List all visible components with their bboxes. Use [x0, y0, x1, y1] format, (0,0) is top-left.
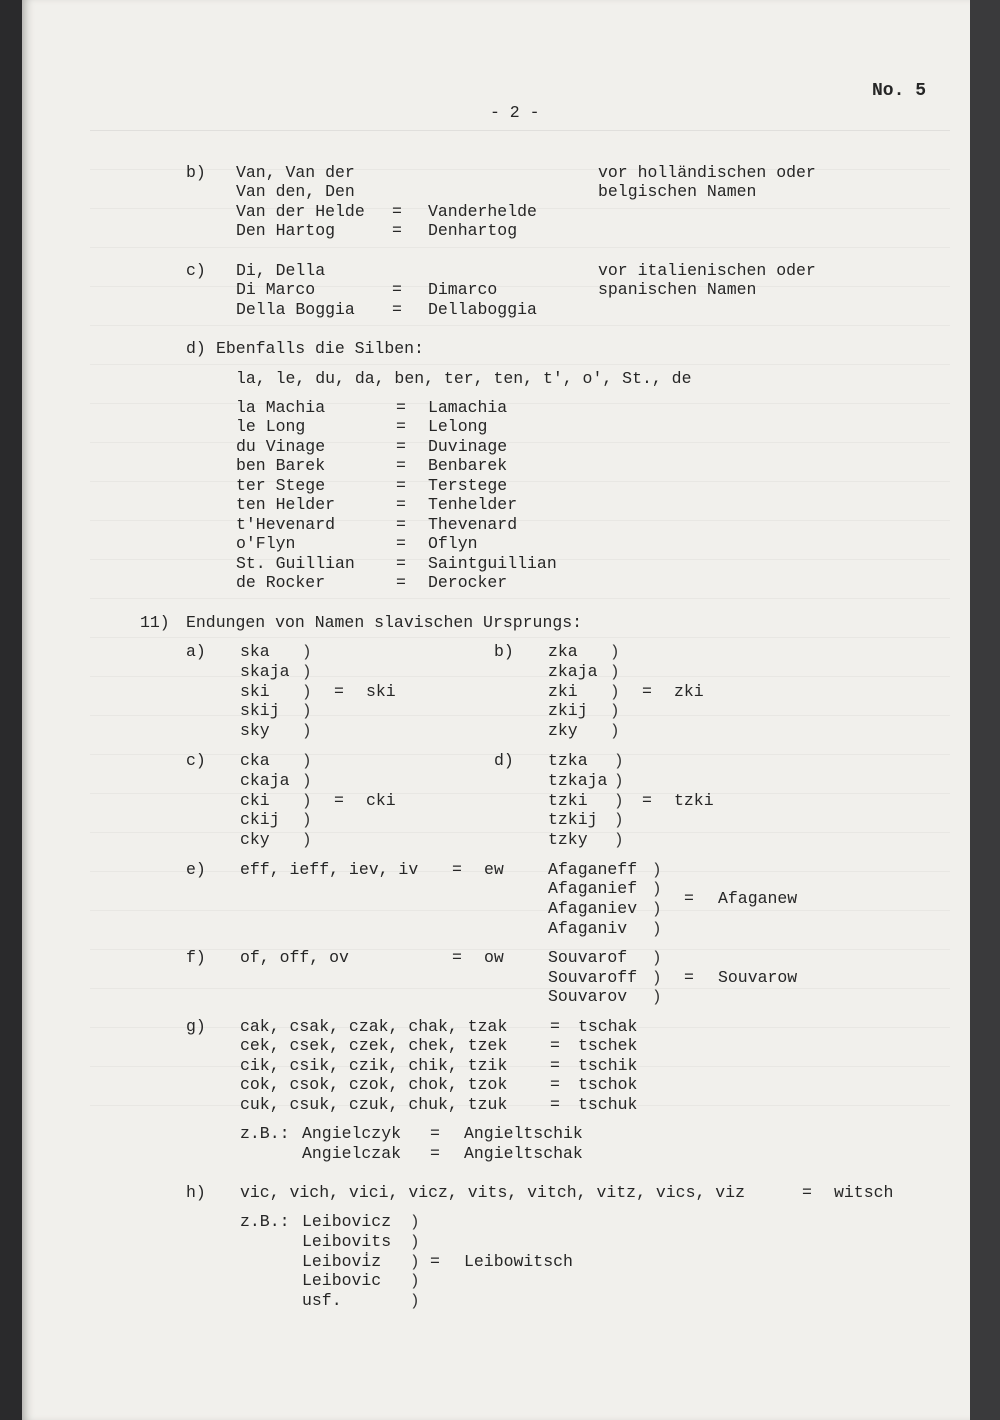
c-name: Della Boggia — [236, 300, 355, 319]
g-result: tschak — [578, 1017, 638, 1036]
b-result: Vanderhelde — [428, 202, 537, 221]
paren: ) — [610, 643, 620, 661]
d-result: Benbarek — [428, 456, 508, 475]
equals-sign: = — [684, 968, 694, 987]
c-note: spanischen Namen — [598, 280, 757, 299]
paren: ) — [302, 752, 312, 770]
slav-d-label: d) — [494, 751, 514, 770]
paren: ) — [410, 1292, 420, 1310]
paren: ) — [302, 811, 312, 829]
slav-d-item: tzkaja — [548, 771, 608, 790]
slav-b-item: zky — [548, 721, 578, 740]
e-example: Afaganiev — [548, 899, 638, 918]
g-endings: cek, csek, czek, chek, tzek — [240, 1036, 508, 1055]
f-endings: of, off, ov — [240, 948, 349, 967]
section-11-title: Endungen von Namen slavischen Ursprungs: — [186, 613, 583, 632]
equals-sign: = — [396, 476, 406, 495]
paren: ) — [652, 949, 662, 967]
slav-c-item: cky — [240, 830, 270, 849]
c-note: vor italienischen oder — [598, 261, 816, 280]
g-example: Angielczak — [302, 1144, 402, 1163]
paren: ) — [610, 663, 620, 681]
d-syllables: la, le, du, da, ben, ter, ten, t', o', St., de — [236, 369, 692, 388]
d-name: le Long — [236, 417, 306, 436]
slav-c-item: cka — [240, 751, 270, 770]
slav-d-item: tzky — [548, 830, 588, 849]
g-result: tschok — [578, 1075, 638, 1094]
equals-sign: = — [550, 1017, 560, 1036]
slav-a-item: ski — [240, 682, 270, 701]
paren: ) — [652, 920, 662, 938]
g-example: Angielczyk — [302, 1124, 402, 1143]
equals-sign: = — [392, 221, 402, 240]
equals-sign: = — [550, 1036, 560, 1055]
slav-c-item: ckij — [240, 810, 280, 829]
e-endings: eff, ieff, iev, iv — [240, 860, 419, 879]
paren: ) — [652, 861, 662, 879]
b-name: Den Hartog — [236, 221, 336, 240]
equals-sign: = — [392, 202, 402, 221]
equals-sign: = — [684, 889, 694, 908]
slav-d-item: tzka — [548, 751, 588, 770]
paren: ) — [410, 1233, 420, 1251]
b-name: Van den, Den — [236, 182, 355, 201]
slav-a-item: skij — [240, 701, 280, 720]
f-example: Souvarof — [548, 948, 628, 967]
c-name: Di Marco — [236, 280, 316, 299]
slav-c-result: cki — [366, 791, 396, 810]
slav-a-result: ski — [366, 682, 396, 701]
equals-sign: = — [430, 1144, 440, 1163]
d-result: Tenhelder — [428, 495, 518, 514]
paren: ) — [652, 988, 662, 1006]
slav-d-item: tzkij — [548, 810, 598, 829]
b-note: belgischen Namen — [598, 182, 757, 201]
paren: ) — [302, 702, 312, 720]
equals-sign: = — [396, 534, 406, 553]
paren: ) — [302, 831, 312, 849]
h-example: Leibovic — [302, 1271, 382, 1290]
d-name: la Machia — [236, 398, 326, 417]
d-name: du Vinage — [236, 437, 326, 456]
e-result: Afaganew — [718, 889, 798, 908]
d-name: St. Guillian — [236, 554, 355, 573]
paren: ) — [652, 900, 662, 918]
equals-sign: = — [334, 682, 344, 701]
e-replacement: ew — [484, 860, 504, 879]
d-name: t'Hevenard — [236, 515, 336, 534]
e-example: Afaganief — [548, 879, 638, 898]
f-result: Souvarow — [718, 968, 798, 987]
h-example: Leibovicz — [302, 1212, 392, 1231]
g-result: tschek — [578, 1036, 638, 1055]
h-result: Leibowitsch — [464, 1252, 573, 1271]
section-h-label: h) — [186, 1183, 206, 1202]
g-endings: cik, csik, czik, chik, tzik — [240, 1056, 508, 1075]
paren: ) — [614, 752, 624, 770]
section-f-label: f) — [186, 948, 206, 967]
h-example: Leibovits — [302, 1232, 392, 1251]
page-edge — [970, 0, 1000, 1420]
h-example: usf. — [302, 1291, 342, 1310]
d-name: ter Stege — [236, 476, 326, 495]
slav-b-item: zki — [548, 682, 578, 701]
d-name: de Rocker — [236, 573, 326, 592]
d-result: Saintguillian — [428, 554, 557, 573]
slav-a-label: a) — [186, 642, 206, 661]
g-result: tschuk — [578, 1095, 638, 1114]
d-result: Terstege — [428, 476, 508, 495]
paren: ) — [614, 772, 624, 790]
slav-c-label: c) — [186, 751, 206, 770]
equals-sign: = — [392, 280, 402, 299]
document-number: No. 5 — [872, 81, 927, 101]
d-result: Thevenard — [428, 515, 518, 534]
equals-sign: = — [396, 398, 406, 417]
section-b-label: b) — [186, 163, 206, 182]
d-intro: Ebenfalls die Silben: — [216, 339, 424, 358]
equals-sign: = — [550, 1095, 560, 1114]
equals-sign: = — [550, 1056, 560, 1075]
equals-sign: = — [802, 1183, 812, 1202]
equals-sign: = — [430, 1124, 440, 1143]
slav-b-item: zkaja — [548, 662, 598, 681]
slav-a-item: skaja — [240, 662, 290, 681]
equals-sign: = — [396, 554, 406, 573]
b-note: vor holländischen oder — [598, 163, 816, 182]
page-number: - 2 - — [490, 103, 540, 122]
slav-b-item: zkij — [548, 701, 588, 720]
equals-sign: = — [334, 791, 344, 810]
slav-c-item: ckaja — [240, 771, 290, 790]
d-result: Lamachia — [428, 398, 508, 417]
h-example: Leibovi̇z — [302, 1252, 382, 1271]
slav-d-item: tzki — [548, 791, 588, 810]
equals-sign: = — [642, 682, 652, 701]
h-example-prefix: z.B.: — [240, 1212, 290, 1231]
slav-a-item: ska — [240, 642, 270, 661]
d-result: Oflyn — [428, 534, 478, 553]
slav-a-item: sky — [240, 721, 270, 740]
section-d-label: d) — [186, 339, 206, 358]
paren: ) — [410, 1253, 420, 1271]
d-result: Lelong — [428, 417, 488, 436]
equals-sign: = — [452, 948, 462, 967]
slav-c-item: cki — [240, 791, 270, 810]
b-result: Denhartog — [428, 221, 518, 240]
g-example-result: Angieltschik — [464, 1124, 583, 1143]
g-endings: cak, csak, czak, chak, tzak — [240, 1017, 508, 1036]
d-name: ben Barek — [236, 456, 326, 475]
g-endings: cuk, csuk, czuk, chuk, tzuk — [240, 1095, 508, 1114]
paren: ) — [302, 683, 312, 701]
f-replacement: ow — [484, 948, 504, 967]
equals-sign: = — [452, 860, 462, 879]
d-result: Derocker — [428, 573, 508, 592]
g-endings: cok, csok, czok, chok, tzok — [240, 1075, 508, 1094]
section-11-number: 11) — [140, 613, 170, 632]
section-g-label: g) — [186, 1017, 206, 1036]
paren: ) — [302, 772, 312, 790]
paren: ) — [302, 663, 312, 681]
paren: ) — [302, 722, 312, 740]
paren: ) — [302, 643, 312, 661]
section-c-label: c) — [186, 261, 206, 280]
c-result: Dimarco — [428, 280, 498, 299]
equals-sign: = — [396, 573, 406, 592]
paren: ) — [652, 880, 662, 898]
g-result: tschik — [578, 1056, 638, 1075]
paren: ) — [410, 1272, 420, 1290]
paren: ) — [610, 683, 620, 701]
f-example: Souvarov — [548, 987, 628, 1006]
h-endings: vic, vich, vici, vicz, vits, vitch, vitz, vics, viz — [240, 1183, 745, 1202]
slav-b-label: b) — [494, 642, 514, 661]
slav-b-result: zki — [674, 682, 704, 701]
c-result: Dellaboggia — [428, 300, 537, 319]
paren: ) — [652, 969, 662, 987]
equals-sign: = — [642, 791, 652, 810]
equals-sign: = — [430, 1252, 440, 1271]
d-name: ten Helder — [236, 495, 336, 514]
h-replacement: witsch — [834, 1183, 894, 1202]
paren: ) — [614, 831, 624, 849]
paren: ) — [610, 722, 620, 740]
section-e-label: e) — [186, 860, 206, 879]
c-name: Di, Della — [236, 261, 326, 280]
d-result: Duvinage — [428, 437, 508, 456]
slav-b-item: zka — [548, 642, 578, 661]
equals-sign: = — [396, 456, 406, 475]
f-example: Souvaroff — [548, 968, 638, 987]
slav-d-result: tzki — [674, 791, 714, 810]
d-name: o'Flyn — [236, 534, 296, 553]
paren: ) — [610, 702, 620, 720]
g-example-result: Angieltschak — [464, 1144, 583, 1163]
equals-sign: = — [396, 515, 406, 534]
equals-sign: = — [550, 1075, 560, 1094]
equals-sign: = — [392, 300, 402, 319]
paren: ) — [302, 792, 312, 810]
equals-sign: = — [396, 495, 406, 514]
paren: ) — [410, 1213, 420, 1231]
b-name: Van der Helde — [236, 202, 365, 221]
e-example: Afaganiv — [548, 919, 628, 938]
equals-sign: = — [396, 437, 406, 456]
g-example-prefix: z.B.: — [240, 1124, 290, 1143]
paren: ) — [614, 792, 624, 810]
b-name: Van, Van der — [236, 163, 355, 182]
e-example: Afaganeff — [548, 860, 638, 879]
paren: ) — [614, 811, 624, 829]
equals-sign: = — [396, 417, 406, 436]
